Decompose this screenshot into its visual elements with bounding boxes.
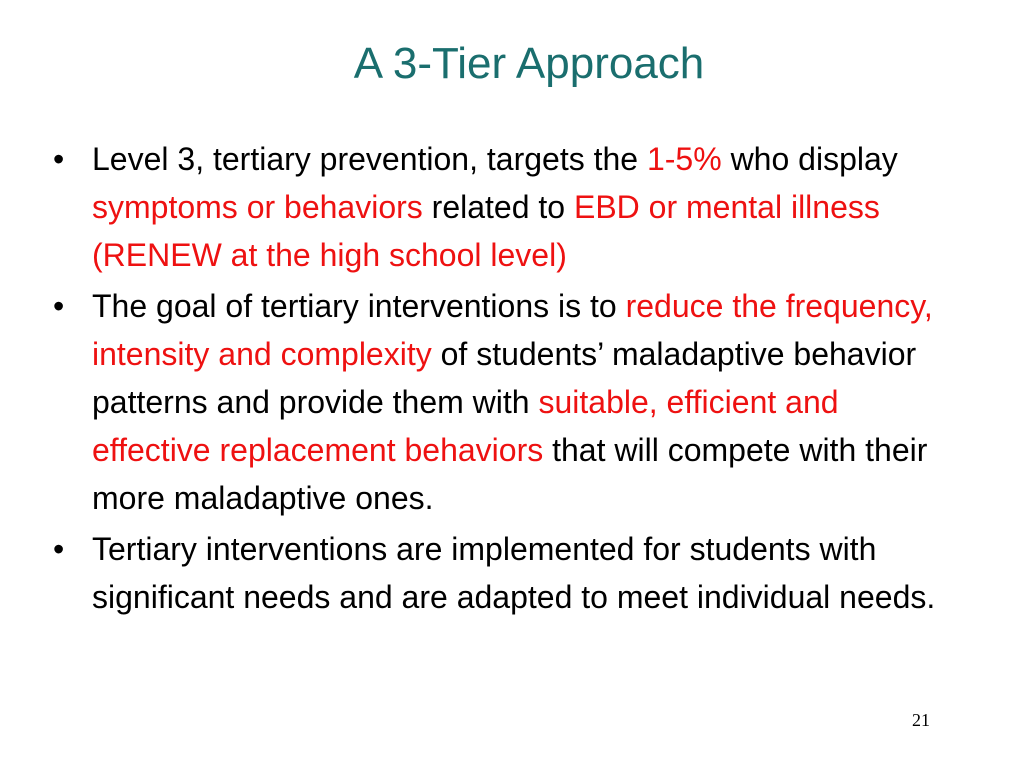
highlight-ebd: EBD or mental illness (RENEW at the high school level)	[92, 189, 880, 273]
bullet-text	[92, 141, 898, 273]
bullet-text	[92, 531, 935, 615]
text-segment: The goal of tertiary interventions is to	[92, 288, 626, 324]
highlight-reduce: reduce the frequency, intensity and complexity	[92, 288, 933, 372]
slide-title: A 3-Tier Approach	[353, 39, 705, 88]
highlight-percentage: 1-5%	[646, 141, 722, 177]
highlight-replacement: suitable, efficient and effective replacement behaviors	[92, 384, 839, 468]
text-segment: of students’ maladaptive behavior patterns and provide them with	[92, 336, 917, 420]
highlight-symptoms: symptoms or behaviors	[92, 189, 423, 225]
bullet-text	[92, 288, 933, 516]
text-segment: that will compete with their more maladaptive ones.	[92, 432, 928, 516]
bullet-icon: •	[53, 531, 65, 567]
text-segment: who display	[721, 141, 898, 177]
bullet-list	[0, 135, 1024, 624]
text-segment: related to	[422, 189, 574, 225]
bullet-item-goal	[0, 282, 1024, 522]
text-segment: Level 3, tertiary prevention, targets the	[92, 141, 647, 177]
bullet-icon: •	[53, 141, 65, 177]
bullet-icon: •	[53, 288, 65, 324]
bullet-item-implementation	[0, 525, 1024, 621]
page-number: 21	[912, 710, 930, 730]
text-segment: Tertiary interventions are implemented for students with significant needs and are adapted to meet individual needs.	[92, 531, 936, 615]
bullet-item-level-3	[0, 135, 1024, 279]
